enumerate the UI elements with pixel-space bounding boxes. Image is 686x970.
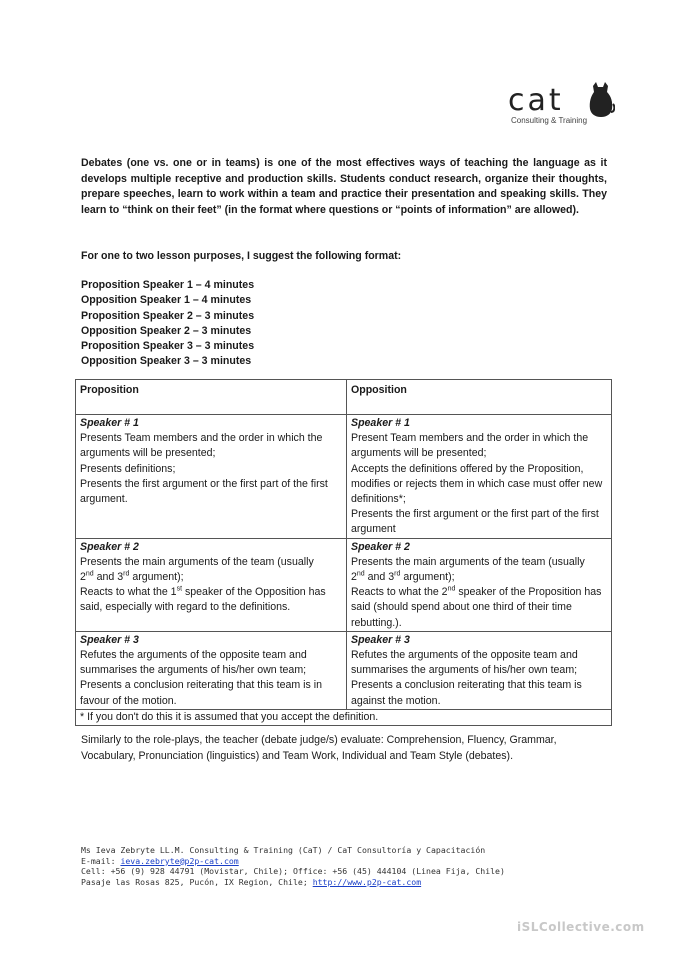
table-row (76, 631, 612, 709)
cell-text: Presents the first argument or the first part of the first argument (351, 508, 599, 536)
speaker-label: Speaker # 1 (351, 417, 410, 429)
list-item: Proposition Speaker 2 – 3 minutes (81, 309, 255, 322)
footer-email-line: E-mail: ieva.zebryte@p2p-cat.com (81, 855, 239, 866)
cell-text: Presents the main arguments of the team (usually 2nd and 3rd argument); (80, 555, 314, 584)
speaker-label: Speaker # 3 (351, 633, 410, 646)
speaker1-proposition-cell (76, 415, 347, 539)
speaker2-opposition-cell (347, 538, 612, 631)
table-footnote: * If you don't do this it is assumed that you accept the definition. (76, 709, 612, 725)
cell-text: Presents definitions; (80, 462, 176, 475)
debate-roles-table (75, 379, 612, 726)
list-item: Proposition Speaker 1 – 4 minutes (81, 279, 255, 291)
footer-phone-line: Cell: +56 (9) 928 44791 (Movistar, Chile); Office: +56 (45) 444104 (Linea Fija, Chile) (81, 866, 505, 877)
speaker-label: Speaker # 3 (80, 633, 139, 646)
cell-text: Presents a conclusion reiterating that this team is in favour of the motion. (80, 679, 323, 707)
table-row (76, 538, 612, 631)
format-intro: For one to two lesson purposes, I suggest the following format: (81, 250, 402, 262)
list-item: Proposition Speaker 3 – 3 minutes (81, 340, 255, 353)
speaker1-opposition-cell (347, 415, 612, 539)
list-item: Opposition Speaker 1 – 4 minutes (81, 294, 252, 307)
cat-logo (508, 82, 618, 128)
logo-brand: cat (508, 83, 564, 118)
footer-address-line: Pasaje las Rosas 825, Pucón, IX Region, Chile; http://www.p2p-cat.com (81, 876, 422, 887)
contact-footer (81, 845, 601, 887)
cell-text: Refutes the arguments of the opposite team and summarises the arguments of his/her own team; (351, 649, 578, 677)
header-proposition: Proposition (76, 380, 347, 415)
list-item: Opposition Speaker 2 – 3 minutes (81, 324, 252, 337)
intro-paragraph: Debates (one vs. one or in teams) is one of the most effectives ways of teaching the language as it develops multiple receptive and production skills. Students conduct research, organize their thoughts, prepare speeches, learn to work within a team and practice their presentation and speaking skills. They learn to “think on their feet” (in the format where questions or “points of information” are allowed). (81, 157, 607, 216)
cell-text: Presents the first argument or the first part of the first argument. (80, 477, 328, 506)
footer-name-line: Ms Ieva Zebryte LL.M. Consulting & Training (CaT) / CaT Consultoría y Capacitación (81, 845, 486, 855)
speaker-label: Speaker # 1 (80, 417, 139, 429)
cat-silhouette-icon (587, 82, 615, 118)
cell-text: Refutes the arguments of the opposite team and summarises the arguments of his/her own team; (80, 649, 307, 677)
logo-subtitle: Consulting & Training (511, 116, 588, 125)
speaker-time-list (81, 278, 481, 370)
list-item: Opposition Speaker 3 – 3 minutes (81, 355, 252, 368)
watermark: iSLCollective.com (517, 920, 645, 934)
email-link[interactable]: ieva.zebryte@p2p-cat.com (120, 855, 239, 866)
cell-text: Present Team members and the order in which the arguments will be presented; (351, 432, 589, 460)
table-footnote-row (76, 709, 612, 725)
speaker3-proposition-cell (76, 631, 347, 709)
speaker-label: Speaker # 2 (351, 540, 410, 553)
cell-text: Accepts the definitions offered by the Proposition, modifies or rejects them in which case must offer new definitions*; (351, 462, 603, 506)
website-link[interactable]: http://www.p2p-cat.com (312, 876, 422, 887)
header-opposition: Opposition (347, 380, 612, 415)
cell-text: Reacts to what the 1st speaker of the Opposition has said, especially with regard to the definitions. (80, 585, 326, 614)
speaker-label: Speaker # 2 (80, 540, 139, 553)
cell-text: Presents the main arguments of the team (usually 2nd and 3rd argument); (351, 555, 585, 584)
table-header-row (76, 380, 612, 415)
closing-paragraph: Similarly to the role-plays, the teacher (debate judge/s) evaluate: Comprehension, Fluency, Grammar, Vocabulary, Pronunciation (linguistics) and Team Work, Individual and Team Style (debates). (81, 734, 557, 762)
speaker3-opposition-cell (347, 631, 612, 709)
cell-text: Presents a conclusion reiterating that this team is against the motion. (351, 679, 582, 707)
cell-text: Reacts to what the 2nd speaker of the Proposition has said (should spend about one third of their time rebutting.). (351, 585, 602, 629)
cell-text: Presents Team members and the order in which the arguments will be presented; (80, 432, 323, 460)
table-row (76, 415, 612, 539)
speaker2-proposition-cell (76, 538, 347, 631)
